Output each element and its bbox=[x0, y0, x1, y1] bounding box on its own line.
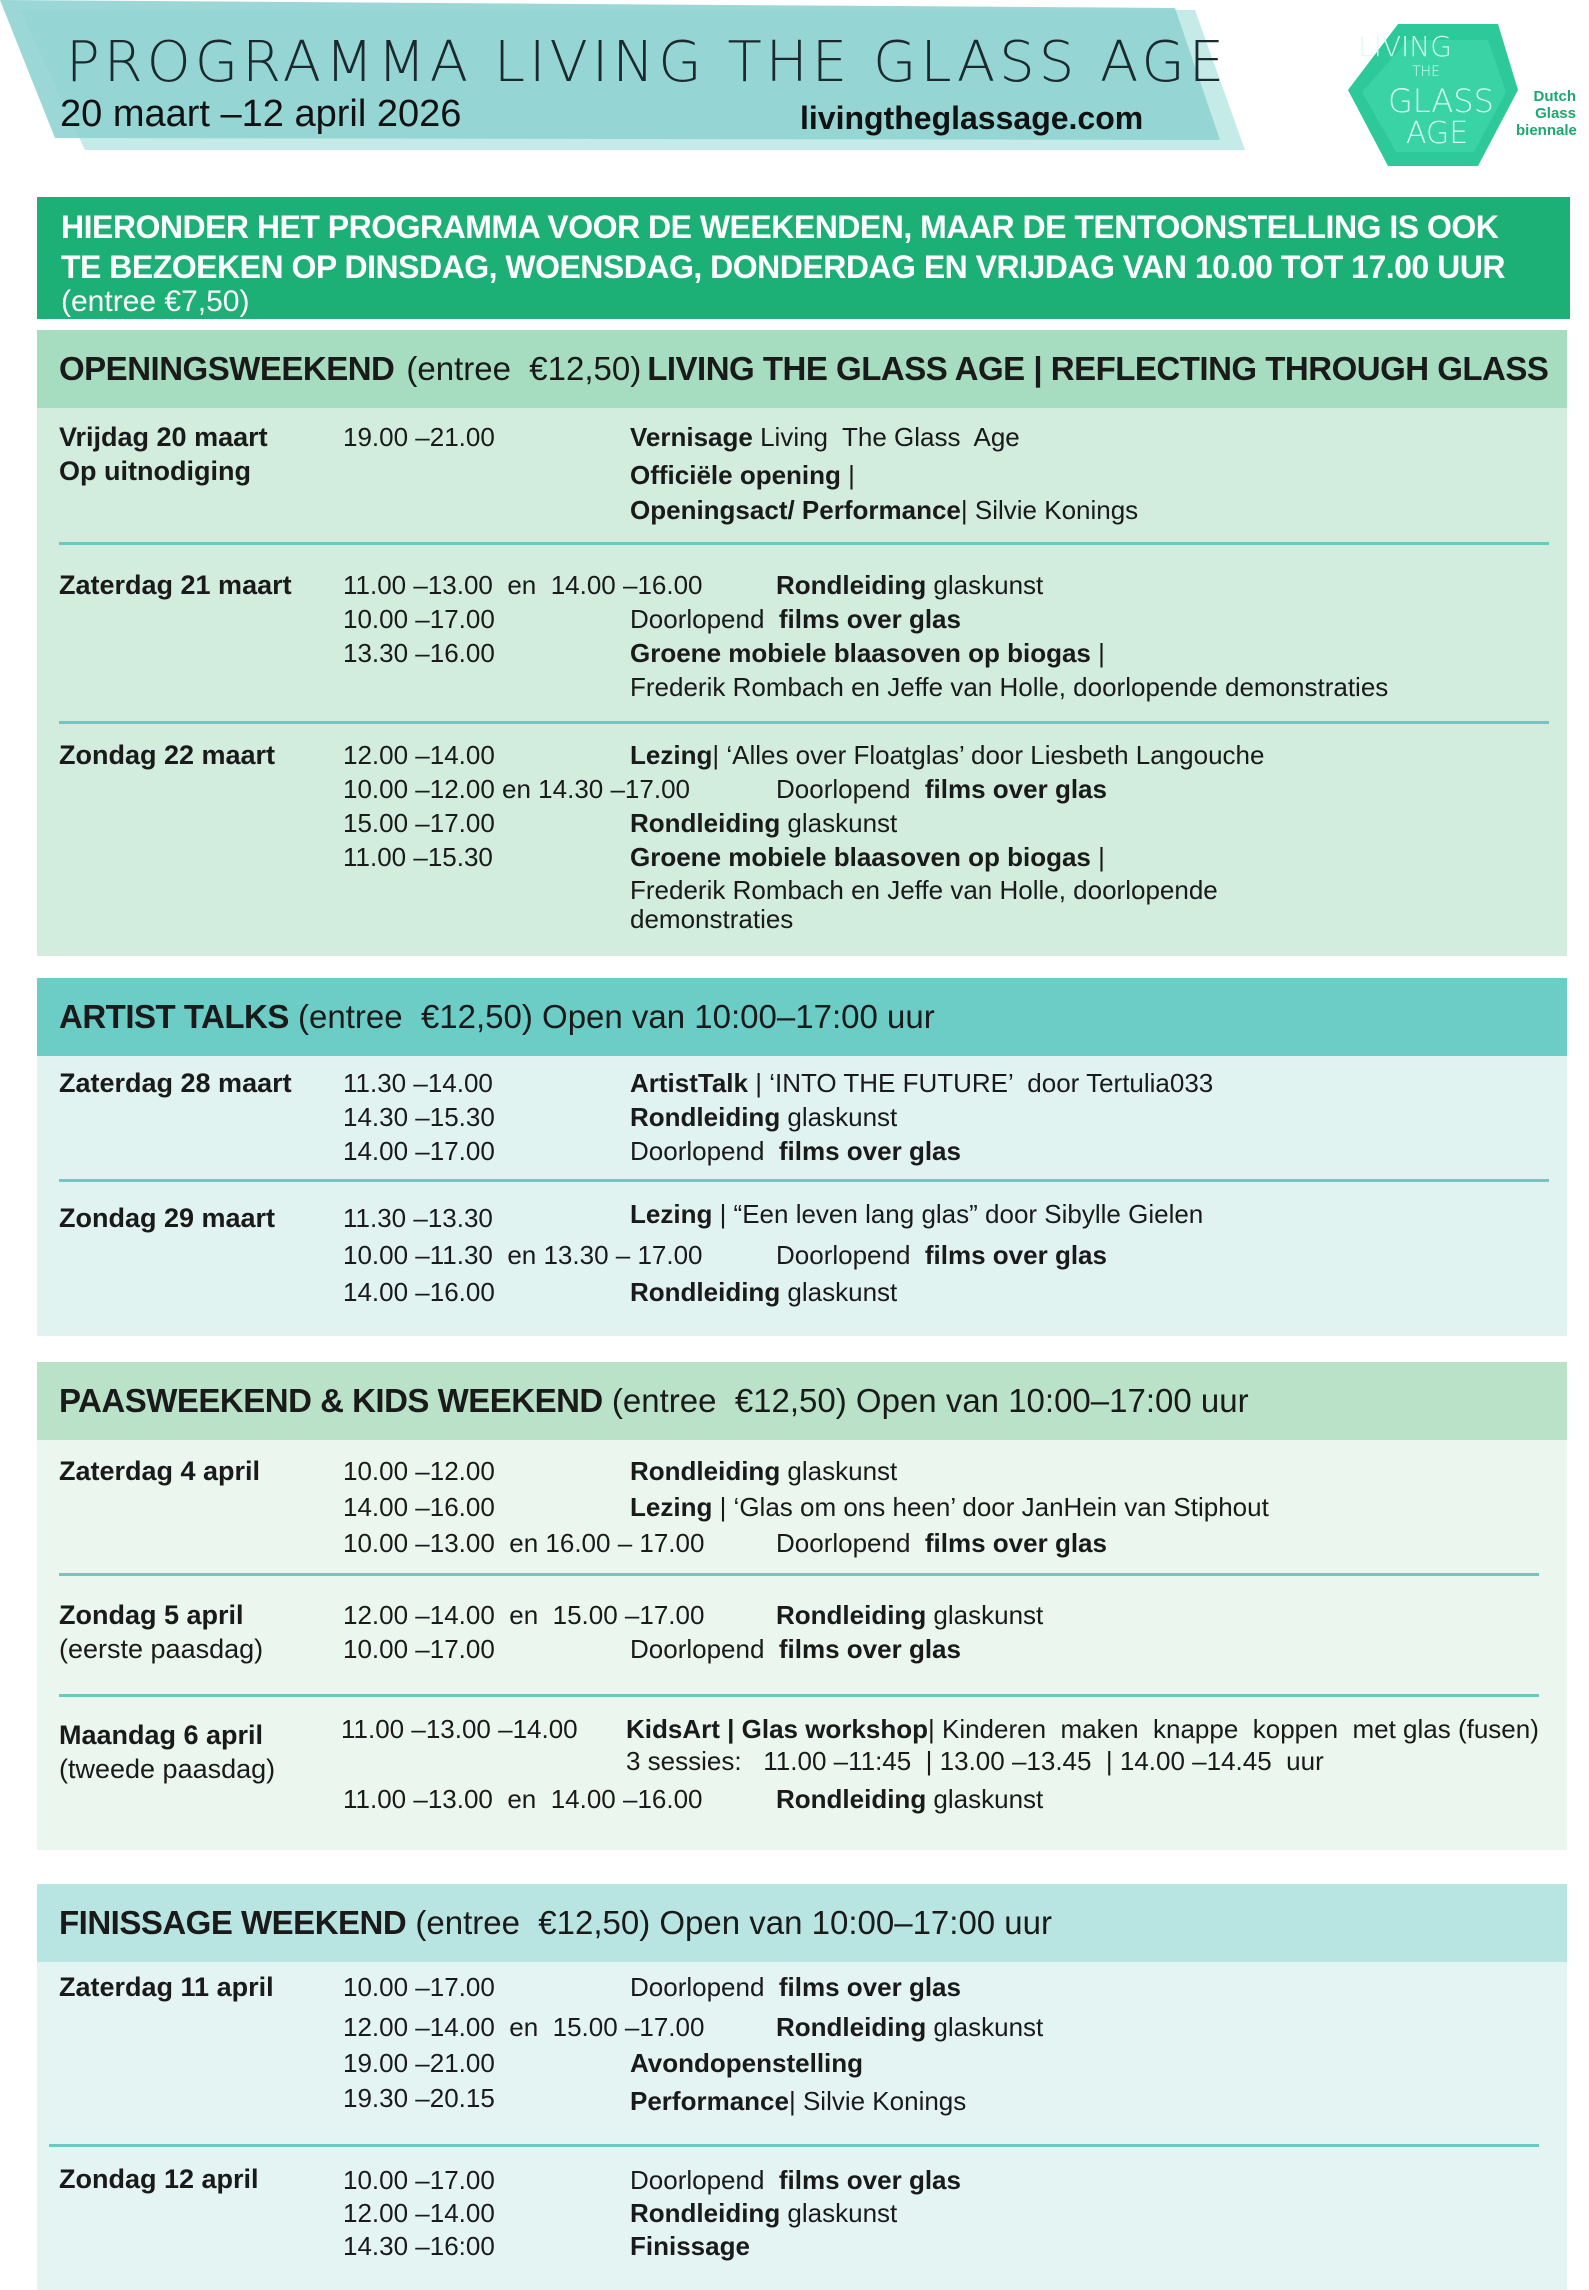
time-slot: 11.30 –14.00 bbox=[343, 1068, 493, 1098]
activity-detail: glaskunst bbox=[780, 1456, 898, 1486]
activity-title: films over glas bbox=[778, 1972, 961, 2002]
section-entry-info: (entree €12,50) Open van 10:00–17:00 uur bbox=[406, 1904, 1053, 1941]
time-slot: 19.00 –21.00 bbox=[343, 422, 495, 452]
activity-detail: Doorlopend bbox=[776, 1240, 925, 1270]
activity-title: Lezing bbox=[630, 1492, 713, 1522]
activity-title: films over glas bbox=[778, 604, 961, 634]
activity-detail: Doorlopend bbox=[630, 2165, 779, 2195]
time-slot: 12.00 –14.00 bbox=[343, 2198, 495, 2228]
activity bbox=[776, 1600, 1043, 1630]
activity-detail-line: demonstraties bbox=[630, 904, 794, 934]
time-slot: 10.00 –17.00 bbox=[343, 2165, 495, 2195]
activity-title: Finissage bbox=[630, 2231, 750, 2261]
time-slot: 14.00 –16.00 bbox=[343, 1277, 495, 1307]
time-slot: 10.00 –17.00 bbox=[343, 1972, 495, 2002]
day-label bbox=[59, 1201, 275, 1235]
day-label bbox=[59, 1066, 292, 1100]
activity-detail: | Silvie Konings bbox=[960, 495, 1139, 525]
section-paasweekend bbox=[37, 1362, 1567, 1850]
activity-detail: Doorlopend bbox=[630, 1634, 779, 1664]
activity bbox=[630, 638, 1105, 668]
section-body bbox=[37, 408, 1567, 956]
activity-title: films over glas bbox=[924, 774, 1107, 804]
activity bbox=[630, 2048, 863, 2078]
activity-detail: | Kinderen maken knappe koppen met glas (fusen) bbox=[928, 1714, 1539, 1744]
day-label bbox=[59, 1598, 263, 1666]
logo-caption-3: biennale bbox=[1516, 122, 1577, 139]
logo-caption bbox=[1516, 88, 1576, 139]
time-slot: 14.30 –16:00 bbox=[343, 2231, 495, 2261]
time-slot: 12.00 –14.00 en 15.00 –17.00 bbox=[343, 1600, 705, 1630]
activity-detail: | “Een leven lang glas” door Sibylle Gielen bbox=[712, 1199, 1204, 1229]
day-note: (tweede paasdag) bbox=[59, 1754, 276, 1784]
activity bbox=[630, 2198, 897, 2228]
activity-detail: | ‘Alles over Floatglas’ door Liesbeth Langouche bbox=[712, 740, 1265, 770]
info-line-1: HIERONDER HET PROGRAMMA VOOR DE WEEKENDEN, MAAR DE TENTOONSTELLING IS OOK bbox=[61, 209, 1499, 245]
activity bbox=[776, 774, 1107, 804]
activity-title: Performance bbox=[630, 2086, 789, 2116]
activity-title: Groene mobiele blaasoven op biogas bbox=[630, 842, 1091, 872]
activity-title: Rondleiding bbox=[630, 808, 781, 838]
divider bbox=[59, 1694, 1539, 1697]
info-line-2: TE BEZOEKEN OP DINSDAG, WOENSDAG, DONDERDAG EN VRIJDAG VAN 10.00 TOT 17.00 UUR bbox=[61, 249, 1505, 285]
activity-detail: | Silvie Konings bbox=[788, 2086, 967, 2116]
divider bbox=[59, 1179, 1549, 1182]
activity bbox=[630, 1456, 897, 1486]
section-header bbox=[37, 330, 1567, 408]
activity-title: Rondleiding bbox=[630, 1102, 781, 1132]
logo-caption-2: Glass bbox=[1535, 105, 1576, 122]
time-slot: 15.00 –17.00 bbox=[343, 808, 495, 838]
activity-title: Lezing bbox=[630, 1199, 713, 1229]
section-body bbox=[37, 1440, 1567, 1850]
activity bbox=[776, 1784, 1043, 1814]
activity bbox=[630, 2165, 961, 2195]
day-label bbox=[59, 568, 292, 602]
activity-detail: | bbox=[1090, 842, 1105, 872]
logo-line-2: THE bbox=[1412, 64, 1440, 80]
time-slot: 12.00 –14.00 en 15.00 –17.00 bbox=[343, 2012, 705, 2042]
activity-title: Rondleiding bbox=[776, 1784, 927, 1814]
section-openingsweekend bbox=[37, 330, 1567, 956]
activity-detail: glaskunst bbox=[926, 1784, 1044, 1814]
website-link[interactable]: livingtheglassage.com bbox=[800, 100, 1144, 136]
activity bbox=[630, 740, 1264, 770]
day-name: Zaterdag 28 maart bbox=[59, 1068, 292, 1098]
activity-detail-line: Frederik Rombach en Jeffe van Holle, doorlopende demonstraties bbox=[630, 672, 1389, 702]
section-artist-talks bbox=[37, 978, 1567, 1336]
activity bbox=[776, 570, 1043, 600]
activity-detail: glaskunst bbox=[780, 2198, 898, 2228]
day-name: Maandag 6 april bbox=[59, 1720, 264, 1750]
info-entry-price: (entree €7,50) bbox=[61, 285, 250, 318]
activity-title: films over glas bbox=[924, 1240, 1107, 1270]
activity bbox=[630, 1277, 897, 1307]
divider bbox=[59, 1573, 1539, 1576]
activity-title: Rondleiding bbox=[630, 2198, 781, 2228]
activity bbox=[630, 2231, 750, 2261]
section-title: OPENINGSWEEKEND bbox=[59, 350, 395, 387]
activity-detail: | bbox=[1090, 638, 1105, 668]
day-label bbox=[59, 738, 275, 772]
section-title: PAASWEEKEND & KIDS WEEKEND bbox=[59, 1382, 603, 1419]
time-slot: 19.30 –20.15 bbox=[343, 2083, 495, 2113]
time-slot: 14.30 –15.30 bbox=[343, 1102, 495, 1132]
activity-detail: Living The Glass Age bbox=[752, 422, 1020, 452]
activity bbox=[630, 1972, 961, 2002]
activity-title: Avondopenstelling bbox=[630, 2048, 864, 2078]
section-header bbox=[37, 1362, 1567, 1440]
activity-title: Rondleiding bbox=[776, 1600, 927, 1630]
activity-detail: Doorlopend bbox=[630, 1136, 779, 1166]
activity-title: films over glas bbox=[778, 2165, 961, 2195]
time-slot: 11.30 –13.30 bbox=[343, 1203, 493, 1233]
activity-detail: | ‘Glas om ons heen’ door JanHein van Stiphout bbox=[712, 1492, 1269, 1522]
section-header bbox=[37, 1884, 1567, 1962]
divider bbox=[49, 2144, 1539, 2147]
activity bbox=[630, 808, 897, 838]
activity bbox=[630, 1634, 961, 1664]
activity-detail: glaskunst bbox=[780, 1277, 898, 1307]
activity bbox=[630, 495, 1138, 525]
activity bbox=[776, 1528, 1107, 1558]
time-slot: 10.00 –13.00 en 16.00 – 17.00 bbox=[343, 1528, 705, 1558]
page-title: PROGRAMMA LIVING THE GLASS AGE bbox=[66, 30, 1229, 95]
activity bbox=[630, 460, 855, 490]
section-subtitle: LIVING THE GLASS AGE | REFLECTING THROUGH GLASS bbox=[647, 350, 1549, 387]
activity-title: Rondleiding bbox=[630, 1456, 781, 1486]
logo-line-3: GLASS bbox=[1388, 82, 1494, 120]
activity-detail: | ‘INTO THE FUTURE’ door Tertulia033 bbox=[748, 1068, 1214, 1098]
day-name: Zondag 12 april bbox=[59, 2164, 259, 2194]
activity bbox=[626, 1714, 1539, 1744]
day-note: (eerste paasdag) bbox=[59, 1634, 264, 1664]
time-slot: 10.00 –17.00 bbox=[343, 1634, 495, 1664]
divider bbox=[59, 542, 1549, 545]
time-slot: 14.00 –16.00 bbox=[343, 1492, 495, 1522]
logo-caption-1: Dutch bbox=[1533, 88, 1576, 105]
activity-title: Openingsact/ Performance bbox=[630, 495, 961, 525]
activity bbox=[630, 1068, 1213, 1098]
activity-detail: | bbox=[840, 460, 855, 490]
day-name: Zondag 5 april bbox=[59, 1600, 244, 1630]
section-entry-price: (entree €12,50) bbox=[406, 350, 642, 387]
activity-title: Rondleiding bbox=[630, 1277, 781, 1307]
day-name: Zaterdag 4 april bbox=[59, 1456, 261, 1486]
time-slot: 10.00 –17.00 bbox=[343, 604, 495, 634]
time-slot: 11.00 –13.00 –14.00 bbox=[341, 1714, 578, 1744]
activity-detail: Doorlopend bbox=[776, 774, 925, 804]
day-label bbox=[59, 1454, 260, 1488]
section-header bbox=[37, 978, 1567, 1056]
biennale-logo bbox=[1348, 20, 1577, 170]
activity-title: Groene mobiele blaasoven op biogas bbox=[630, 638, 1091, 668]
section-entry-info: (entree €12,50) Open van 10:00–17:00 uur bbox=[602, 1382, 1249, 1419]
time-slot: 10.00 –12.00 bbox=[343, 1456, 495, 1486]
activity-detail: glaskunst bbox=[780, 1102, 898, 1132]
activity-title: Lezing bbox=[630, 740, 713, 770]
time-slot: 13.30 –16.00 bbox=[343, 638, 495, 668]
section-entry-info: (entree €12,50) Open van 10:00–17:00 uur bbox=[288, 998, 935, 1035]
activity-detail: glaskunst bbox=[926, 1600, 1044, 1630]
activity-title: Officiële opening bbox=[630, 460, 841, 490]
day-label bbox=[59, 420, 268, 488]
section-title: ARTIST TALKS bbox=[59, 998, 289, 1035]
activity-detail: Doorlopend bbox=[630, 604, 779, 634]
activity-title: films over glas bbox=[924, 1528, 1107, 1558]
day-name: Zaterdag 11 april bbox=[59, 1972, 274, 2002]
activity-title: ArtistTalk bbox=[630, 1068, 748, 1098]
section-body bbox=[37, 1962, 1567, 2290]
activity bbox=[630, 842, 1105, 872]
activity bbox=[630, 1199, 1203, 1229]
section-title: FINISSAGE WEEKEND bbox=[59, 1904, 407, 1941]
section-body bbox=[37, 1056, 1567, 1336]
time-slot: 14.00 –17.00 bbox=[343, 1136, 495, 1166]
activity bbox=[630, 1136, 961, 1166]
activity-detail: glaskunst bbox=[926, 2012, 1044, 2042]
activity-title: Rondleiding bbox=[776, 570, 927, 600]
activity bbox=[776, 2012, 1043, 2042]
activity bbox=[630, 1492, 1269, 1522]
activity-detail: glaskunst bbox=[926, 570, 1044, 600]
day-note: Op uitnodiging bbox=[59, 456, 251, 486]
time-slot: 11.00 –13.00 en 14.00 –16.00 bbox=[343, 1784, 703, 1814]
activity-detail-line: Frederik Rombach en Jeffe van Holle, doorlopende bbox=[630, 875, 1218, 905]
activity bbox=[630, 2086, 966, 2116]
activity-detail: Doorlopend bbox=[776, 1528, 925, 1558]
time-slot: 11.00 –13.00 en 14.00 –16.00 bbox=[343, 570, 703, 600]
activity bbox=[630, 422, 1020, 452]
activity-detail: Doorlopend bbox=[630, 1972, 779, 2002]
activity-detail-line: 3 sessies: 11.00 –11:45 | 13.00 –13.45 | 14.00 –14.45 uur bbox=[626, 1746, 1324, 1776]
day-name: Zondag 29 maart bbox=[59, 1203, 276, 1233]
logo-line-1: LIVING bbox=[1358, 30, 1452, 63]
activity bbox=[776, 1240, 1107, 1270]
time-slot: 19.00 –21.00 bbox=[343, 2048, 495, 2078]
day-label bbox=[59, 1718, 275, 1786]
info-bar bbox=[37, 197, 1570, 319]
logo-line-4: AGE bbox=[1406, 116, 1469, 151]
activity-title: KidsArt | Glas workshop bbox=[626, 1714, 928, 1744]
activity bbox=[630, 604, 961, 634]
section-finissage-weekend bbox=[37, 1884, 1567, 2290]
time-slot: 10.00 –11.30 en 13.30 – 17.00 bbox=[343, 1240, 703, 1270]
time-slot: 10.00 –12.00 en 14.30 –17.00 bbox=[343, 774, 690, 804]
activity-title: films over glas bbox=[778, 1136, 961, 1166]
day-name: Zondag 22 maart bbox=[59, 740, 276, 770]
day-name: Zaterdag 21 maart bbox=[59, 570, 292, 600]
day-name: Vrijdag 20 maart bbox=[59, 422, 268, 452]
time-slot: 11.00 –15.30 bbox=[343, 842, 493, 872]
time-slot: 12.00 –14.00 bbox=[343, 740, 495, 770]
activity-title: Rondleiding bbox=[776, 2012, 927, 2042]
day-label bbox=[59, 2162, 259, 2196]
activity bbox=[630, 1102, 897, 1132]
divider bbox=[59, 721, 1549, 724]
day-label bbox=[59, 1970, 274, 2004]
event-dates: 20 maart –12 april 2026 bbox=[60, 93, 462, 135]
activity-title: Vernisage bbox=[630, 422, 753, 452]
activity-detail: glaskunst bbox=[780, 808, 898, 838]
activity-title: films over glas bbox=[778, 1634, 961, 1664]
